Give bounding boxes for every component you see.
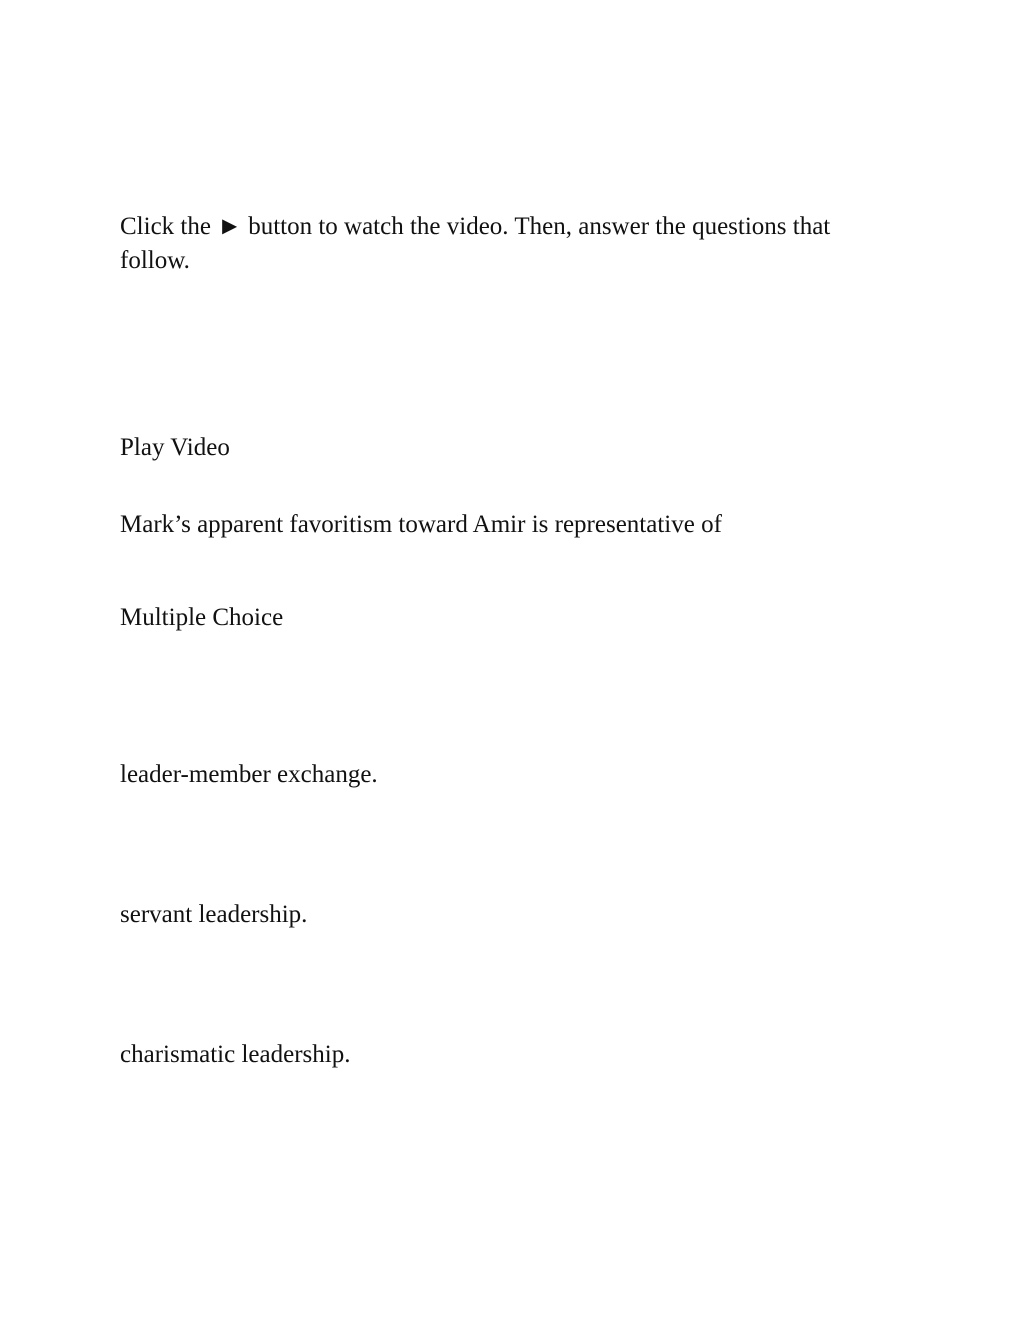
answer-choice[interactable]: servant leadership. [120, 901, 308, 928]
play-video-link[interactable]: Play Video [120, 434, 230, 461]
answer-choice[interactable]: leader-member exchange. [120, 761, 378, 788]
instructions-text: Click the ► button to watch the video. Then, answer the questions that follow. [120, 213, 831, 274]
question-type-label: Multiple Choice [120, 604, 284, 631]
answer-choice[interactable]: charismatic leadership. [120, 1041, 351, 1068]
question-text: Mark’s apparent favoritism toward Amir is representative of [120, 511, 722, 538]
